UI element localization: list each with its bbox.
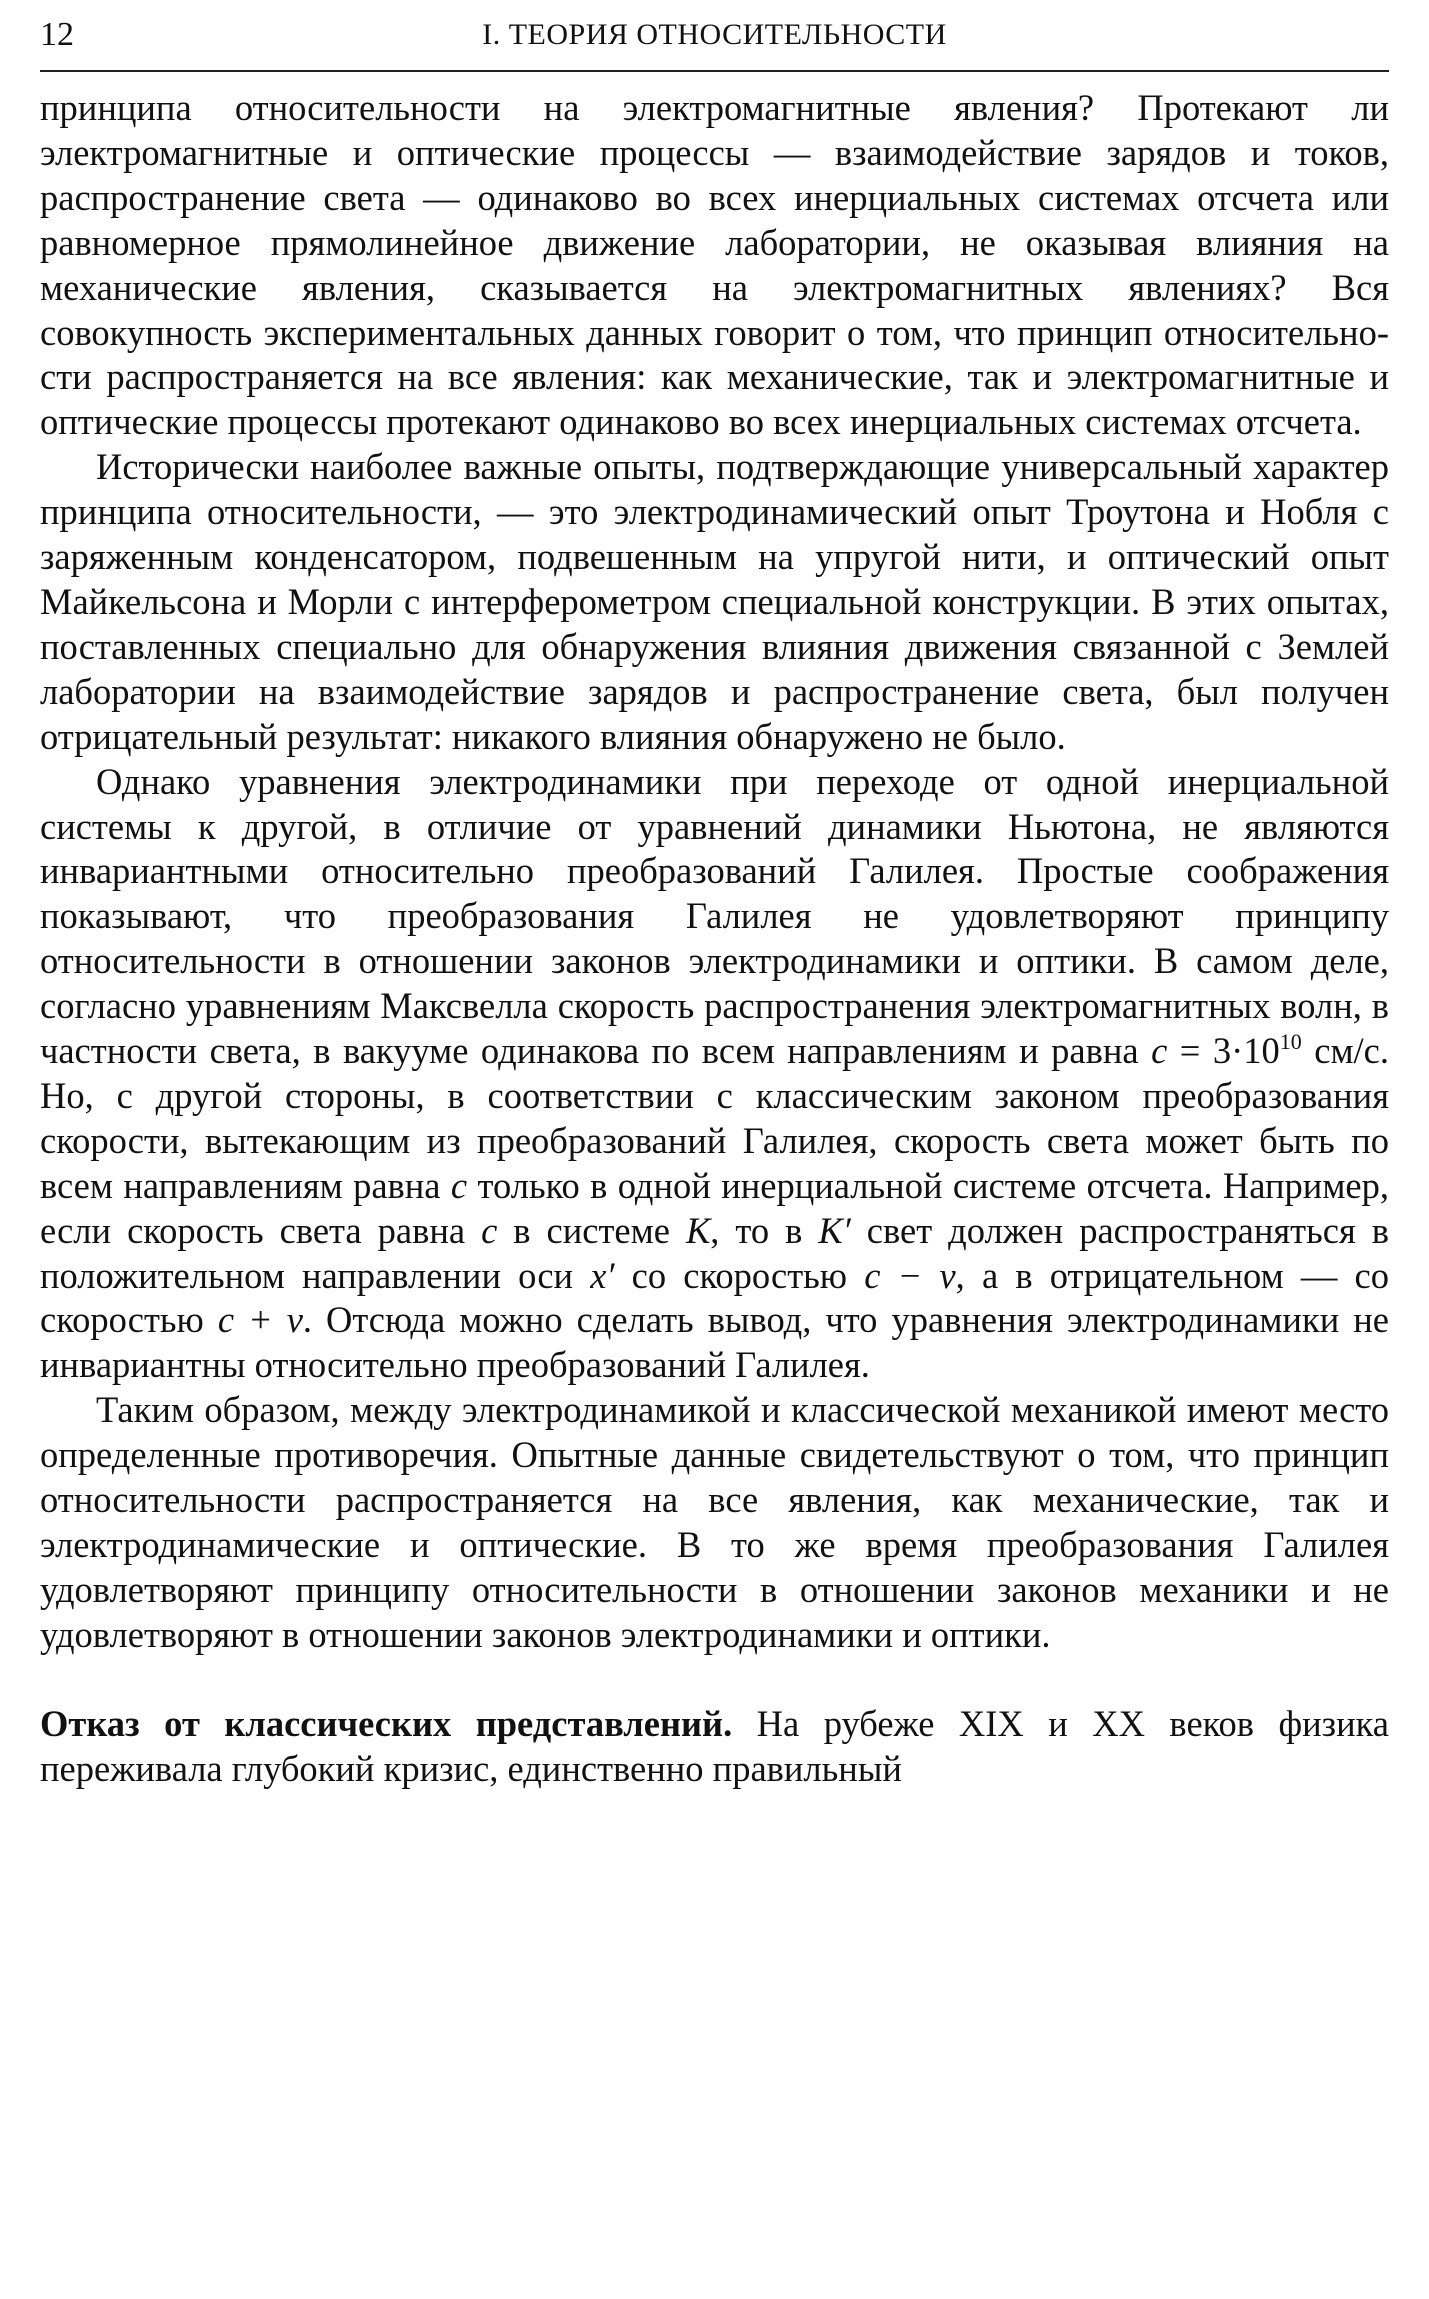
running-header: [40, 8, 1389, 72]
velocity-c-plus-v: c + v: [217, 1299, 303, 1341]
speed-of-light-exponent: 10: [1279, 1029, 1302, 1055]
symbol-c: c: [481, 1209, 498, 1251]
paragraph-4: Таким образом, между электродинамикой и классической механикой имеют место определенные противоречия. Опытные данные свидетельствуют о том, что принцип относительности распространяется на все явления, как механические, так и электродинамические и оптические. В то же время преобразования Галилея удовлетворяют принципу относительности в отношении законов механики и не удовлетворяют в отношении законов электродинамики и оптики.: [40, 1389, 1389, 1655]
paragraph-3-text-9: . Отсюда можно сделать вывод, что уравнения электродинамики не инвариантны относительно преобразований Галилея.: [40, 1299, 1389, 1386]
paragraph-3-text-5: , то в: [710, 1209, 819, 1251]
paragraph-3-text-1: Однако уравнения электродинамики при переходе от одной инерциальной системы к другой, в отличие от уравнений динамики Ньютона, не являются инвариантными относительно преобразований Галилея. Простые соображения показывают, что преобразования Галилея не удовлетворяют принципу относительности в отношении законов электродинамики и оптики. В самом деле, согласно уравнениям Максвелла скорость распространения электромагнитных волн, в частности света, в вакууме одинакова по всем направлениям и равна: [40, 760, 1389, 1072]
paragraph-1: принципа относительности на электромагнитные явления? Протекают ли электромагнитные и оптические процессы — взаимодействие зарядов и токов, распространение света — одинаково во всех инерциальных системах отсчета или равномерное прямолинейное движение лаборатории, не оказывая влияния на механические явления, сказывается на электромагнитных явлениях? Вся совокупность экспериментальных данных говорит о том, что принцип относительности распространяется на все явления: как механические, так и электромагнитные и оптические процессы протекают одинаково во всех инерциальных системах отсчета.: [40, 87, 1389, 443]
section-heading: Отказ от классических представлений.: [40, 1702, 733, 1744]
paragraph-3-text-8: , а в отрицательном — со скоростью: [40, 1254, 1390, 1341]
paragraph-3-text-4: в системе: [497, 1209, 686, 1251]
paragraph-2: Исторически наиболее важные опыты, подтверждающие универсальный характер принципа относительности, — это электродинамический опыт Троутона и Нобля с заряженным конденсатором, подвешенным на упругой нити, и оптический опыт Майкельсона и Морли с интерферометром специальной конструкции. В этих опытах, поставленных специально для обнаружения влияния движения связанной с Землей лаборатории на взаимодействие зарядов и распространение света, был получен отрицательный результат: никакого влияния обнаружено не было.: [40, 446, 1389, 757]
frame-k-symbol: K: [685, 1209, 711, 1251]
paragraph-3-text-3: только в одной инерциальной системе отсчета. Например, если скорость света равна: [40, 1164, 1389, 1251]
chapter-title: I. ТЕОРИЯ ОТНОСИТЕЛЬНОСТИ: [482, 18, 947, 51]
body-text: [40, 86, 1389, 1792]
velocity-c-minus-v: c − v: [864, 1254, 956, 1296]
book-page: [40, 0, 1389, 1792]
speed-of-light-symbol: c: [1151, 1030, 1168, 1072]
symbol-c: c: [450, 1164, 468, 1206]
paragraph-5-text: На рубеже XIX и XX веков физика переживала глубокий кризис, единственно правильный: [40, 1702, 1389, 1789]
paragraph-3-text-2: см/с. Но, с другой стороны, в соответствии с классическим законом преобразования скорости, вытекающим из преобразований Галилея, скорость света может быть по всем направлениям равна: [40, 1030, 1390, 1206]
speed-of-light-value: = 3·10: [1167, 1030, 1280, 1072]
paragraph-3-text-7: со скоростью: [614, 1254, 865, 1296]
paragraph-3: [40, 760, 1389, 1389]
axis-x-prime-symbol: x′: [590, 1254, 615, 1296]
paragraph-5: [40, 1702, 1389, 1792]
paragraph-3-text-6: свет должен распространяться в положительном направлении оси: [40, 1209, 1389, 1296]
page-number: 12: [40, 16, 74, 53]
frame-k-prime-symbol: K′: [818, 1209, 851, 1251]
